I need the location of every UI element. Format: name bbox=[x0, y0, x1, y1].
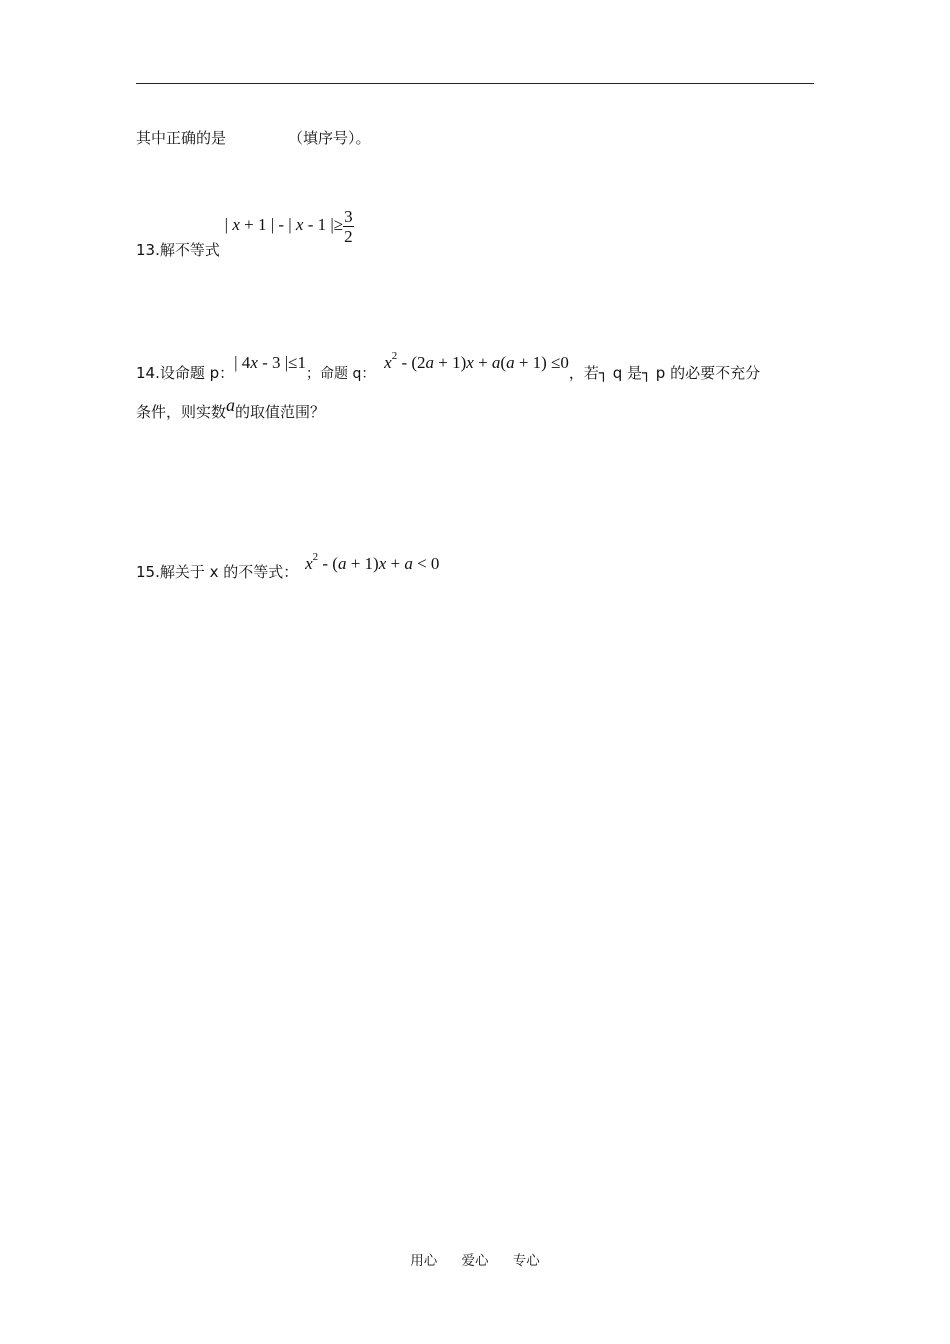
q14-formula-q: $x^2 - (2a + 1)x + a(a + 1) \le 0$ bbox=[384, 350, 569, 372]
page-footer bbox=[0, 1249, 950, 1269]
q14-text-d: 条件，则实数 bbox=[136, 403, 227, 421]
q14-text-c: ，若┐ q 是┐ p 的必要不充分 bbox=[568, 364, 761, 382]
footer-item: 用心 bbox=[410, 1253, 438, 1269]
q14-label: 14.设命题 p： bbox=[136, 364, 235, 382]
q14-text-e: 的取值范围？ bbox=[235, 403, 326, 421]
q15-label: 15.解关于 x 的不等式： bbox=[136, 563, 299, 581]
q14-var-a: a bbox=[226, 395, 236, 415]
q14-formula-p: | 4x - 3 |≤1 bbox=[234, 353, 307, 372]
question-15 bbox=[136, 551, 440, 581]
intro-fill-hint: （填序号）。 bbox=[288, 129, 371, 147]
footer-item: 专心 bbox=[512, 1253, 540, 1269]
intro-line bbox=[136, 127, 371, 148]
q13-label: 13.解不等式 bbox=[136, 241, 220, 260]
footer-item: 爱心 bbox=[461, 1253, 489, 1269]
q14-text-b: ；命题 q： bbox=[306, 366, 376, 382]
question-14-cont bbox=[136, 395, 326, 421]
q13-formula: | x + 1 | - | x - 1 |≥ $\frac{3}{2}$ bbox=[224, 207, 353, 246]
header-rule bbox=[136, 83, 814, 84]
intro-text: 其中正确的是 bbox=[136, 129, 227, 147]
question-13 bbox=[136, 203, 354, 260]
question-14 bbox=[136, 350, 761, 382]
q15-formula: $x^2 - (a + 1)x + a < 0$ bbox=[305, 551, 440, 573]
q13-fraction: $\frac{3}{2}$ bbox=[344, 207, 353, 246]
